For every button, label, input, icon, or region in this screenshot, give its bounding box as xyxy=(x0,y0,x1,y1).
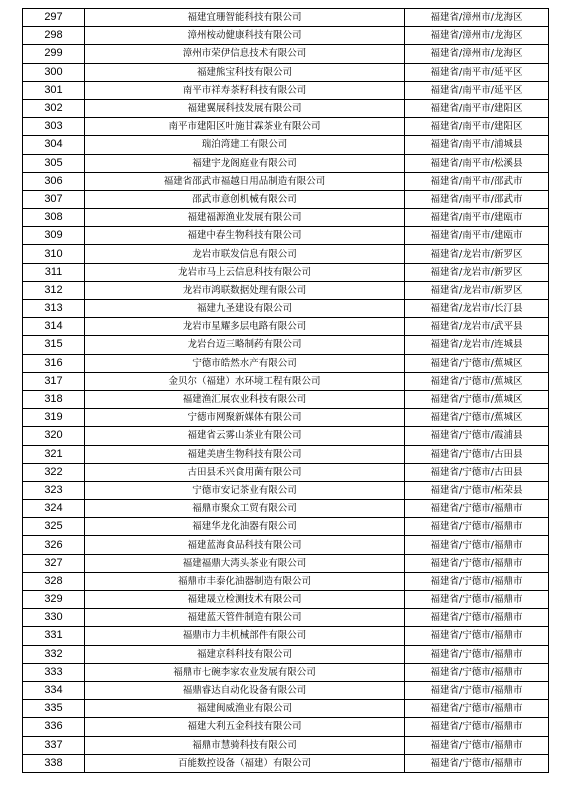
row-number: 323 xyxy=(23,481,85,499)
table-row xyxy=(23,663,549,681)
company-name: 福建九圣建设有限公司 xyxy=(85,300,405,318)
company-name: 漳州市荣伊信息技术有限公司 xyxy=(85,45,405,63)
row-number: 322 xyxy=(23,463,85,481)
row-number: 321 xyxy=(23,445,85,463)
table-row xyxy=(23,572,549,590)
table-row xyxy=(23,99,549,117)
row-number: 333 xyxy=(23,663,85,681)
company-location: 福建省/宁德市/福鼎市 xyxy=(405,681,549,699)
table-row xyxy=(23,645,549,663)
company-location: 福建省/南平市/延平区 xyxy=(405,63,549,81)
row-number: 313 xyxy=(23,300,85,318)
company-list-table-container xyxy=(22,8,548,773)
company-location: 福建省/漳州市/龙海区 xyxy=(405,27,549,45)
company-name: 宁德市安记茶业有限公司 xyxy=(85,481,405,499)
company-name: 福鼎市聚众工贸有限公司 xyxy=(85,500,405,518)
company-location: 福建省/宁德市/古田县 xyxy=(405,445,549,463)
table-row xyxy=(23,245,549,263)
company-name: 福建大利五金科技有限公司 xyxy=(85,718,405,736)
row-number: 297 xyxy=(23,9,85,27)
company-name: 福建宜珊智能科技有限公司 xyxy=(85,9,405,27)
company-name: 福建省云雾山茶业有限公司 xyxy=(85,427,405,445)
company-list-body xyxy=(23,9,549,773)
row-number: 310 xyxy=(23,245,85,263)
table-row xyxy=(23,45,549,63)
company-location: 福建省/宁德市/福鼎市 xyxy=(405,609,549,627)
row-number: 317 xyxy=(23,372,85,390)
table-row xyxy=(23,500,549,518)
company-location: 福建省/宁德市/福鼎市 xyxy=(405,627,549,645)
company-location: 福建省/宁德市/福鼎市 xyxy=(405,718,549,736)
row-number: 335 xyxy=(23,700,85,718)
table-row xyxy=(23,63,549,81)
row-number: 324 xyxy=(23,500,85,518)
row-number: 337 xyxy=(23,736,85,754)
table-row xyxy=(23,172,549,190)
company-name: 福建京科科技有限公司 xyxy=(85,645,405,663)
table-row xyxy=(23,627,549,645)
company-name: 福建翼展科技发展有限公司 xyxy=(85,99,405,117)
row-number: 305 xyxy=(23,154,85,172)
row-number: 330 xyxy=(23,609,85,627)
company-name: 龙岩市联发信息有限公司 xyxy=(85,245,405,263)
row-number: 331 xyxy=(23,627,85,645)
table-row xyxy=(23,154,549,172)
company-name: 宁德市皓然水产有限公司 xyxy=(85,354,405,372)
row-number: 329 xyxy=(23,591,85,609)
table-row xyxy=(23,27,549,45)
row-number: 311 xyxy=(23,263,85,281)
company-name: 百能数控设备（福建）有限公司 xyxy=(85,754,405,772)
table-row xyxy=(23,700,549,718)
table-row xyxy=(23,281,549,299)
table-row xyxy=(23,354,549,372)
row-number: 298 xyxy=(23,27,85,45)
table-row xyxy=(23,463,549,481)
company-location: 福建省/龙岩市/武平县 xyxy=(405,318,549,336)
company-name: 古田县禾兴食用菌有限公司 xyxy=(85,463,405,481)
company-location: 福建省/宁德市/蕉城区 xyxy=(405,390,549,408)
company-location: 福建省/宁德市/霞浦县 xyxy=(405,427,549,445)
company-name: 南平市祥寿茶籽科技有限公司 xyxy=(85,81,405,99)
table-row xyxy=(23,409,549,427)
company-name: 南平市建阳区叶施甘霖茶业有限公司 xyxy=(85,118,405,136)
company-name: 福建蓝天管件制造有限公司 xyxy=(85,609,405,627)
company-location: 福建省/宁德市/福鼎市 xyxy=(405,572,549,590)
table-row xyxy=(23,390,549,408)
table-row xyxy=(23,81,549,99)
row-number: 315 xyxy=(23,336,85,354)
table-row xyxy=(23,754,549,772)
company-location: 福建省/龙岩市/连城县 xyxy=(405,336,549,354)
row-number: 299 xyxy=(23,45,85,63)
company-location: 福建省/南平市/建阳区 xyxy=(405,99,549,117)
company-location: 福建省/南平市/延平区 xyxy=(405,81,549,99)
company-location: 福建省/宁德市/福鼎市 xyxy=(405,518,549,536)
company-name: 宁德市网聚新媒体有限公司 xyxy=(85,409,405,427)
company-location: 福建省/龙岩市/新罗区 xyxy=(405,263,549,281)
row-number: 326 xyxy=(23,536,85,554)
row-number: 327 xyxy=(23,554,85,572)
row-number: 312 xyxy=(23,281,85,299)
row-number: 325 xyxy=(23,518,85,536)
company-location: 福建省/宁德市/福鼎市 xyxy=(405,645,549,663)
company-location: 福建省/宁德市/福鼎市 xyxy=(405,554,549,572)
company-name: 福建闽威渔业有限公司 xyxy=(85,700,405,718)
row-number: 338 xyxy=(23,754,85,772)
company-name: 福建宇龙阁庭业有限公司 xyxy=(85,154,405,172)
company-location: 福建省/宁德市/福鼎市 xyxy=(405,700,549,718)
table-row xyxy=(23,263,549,281)
table-row xyxy=(23,481,549,499)
table-row xyxy=(23,681,549,699)
row-number: 328 xyxy=(23,572,85,590)
company-location: 福建省/南平市/松溪县 xyxy=(405,154,549,172)
table-row xyxy=(23,336,549,354)
row-number: 336 xyxy=(23,718,85,736)
company-location: 福建省/龙岩市/新罗区 xyxy=(405,281,549,299)
company-name: 福建熊宝科技有限公司 xyxy=(85,63,405,81)
row-number: 300 xyxy=(23,63,85,81)
company-name: 福建中春生物科技有限公司 xyxy=(85,227,405,245)
company-name: 福建福源渔业发展有限公司 xyxy=(85,209,405,227)
row-number: 307 xyxy=(23,190,85,208)
company-name: 邵武市意创机械有限公司 xyxy=(85,190,405,208)
company-name: 福建渔汇展农业科技有限公司 xyxy=(85,390,405,408)
table-row xyxy=(23,118,549,136)
row-number: 332 xyxy=(23,645,85,663)
company-name: 福鼎市七碗李家农业发展有限公司 xyxy=(85,663,405,681)
table-row xyxy=(23,227,549,245)
company-location: 福建省/南平市/建阳区 xyxy=(405,118,549,136)
company-name: 福建福鼎大湾头茶业有限公司 xyxy=(85,554,405,572)
company-name: 龙岩市鸿联数据处理有限公司 xyxy=(85,281,405,299)
row-number: 316 xyxy=(23,354,85,372)
company-location: 福建省/宁德市/福鼎市 xyxy=(405,736,549,754)
company-name: 福建华龙化油器有限公司 xyxy=(85,518,405,536)
table-row xyxy=(23,718,549,736)
company-location: 福建省/宁德市/蕉城区 xyxy=(405,354,549,372)
company-location: 福建省/宁德市/福鼎市 xyxy=(405,754,549,772)
table-row xyxy=(23,536,549,554)
company-location: 福建省/宁德市/柘荣县 xyxy=(405,481,549,499)
company-name: 金贝尔（福建）水环境工程有限公司 xyxy=(85,372,405,390)
row-number: 308 xyxy=(23,209,85,227)
company-location: 福建省/宁德市/福鼎市 xyxy=(405,663,549,681)
table-row xyxy=(23,609,549,627)
table-row xyxy=(23,209,549,227)
company-location: 福建省/南平市/建瓯市 xyxy=(405,209,549,227)
company-name: 瑞泊湾建工有限公司 xyxy=(85,136,405,154)
table-row xyxy=(23,554,549,572)
company-name: 福建省邵武市福越日用品制造有限公司 xyxy=(85,172,405,190)
row-number: 318 xyxy=(23,390,85,408)
row-number: 301 xyxy=(23,81,85,99)
company-name: 漳州桉动健康科技有限公司 xyxy=(85,27,405,45)
table-row xyxy=(23,736,549,754)
company-location: 福建省/龙岩市/新罗区 xyxy=(405,245,549,263)
company-location: 福建省/宁德市/蕉城区 xyxy=(405,372,549,390)
company-location: 福建省/宁德市/福鼎市 xyxy=(405,500,549,518)
table-row xyxy=(23,518,549,536)
table-row xyxy=(23,591,549,609)
company-location: 福建省/宁德市/福鼎市 xyxy=(405,591,549,609)
company-name: 龙岩市星耀多层电路有限公司 xyxy=(85,318,405,336)
company-location: 福建省/南平市/建瓯市 xyxy=(405,227,549,245)
company-location: 福建省/南平市/浦城县 xyxy=(405,136,549,154)
row-number: 304 xyxy=(23,136,85,154)
company-name: 福鼎市丰泰化油器制造有限公司 xyxy=(85,572,405,590)
company-location: 福建省/南平市/邵武市 xyxy=(405,172,549,190)
row-number: 309 xyxy=(23,227,85,245)
company-name: 福鼎睿达自动化设备有限公司 xyxy=(85,681,405,699)
row-number: 303 xyxy=(23,118,85,136)
company-list-table xyxy=(22,8,549,773)
company-name: 龙岩市马上云信息科技有限公司 xyxy=(85,263,405,281)
table-row xyxy=(23,190,549,208)
company-location: 福建省/宁德市/蕉城区 xyxy=(405,409,549,427)
company-name: 福鼎市力丰机械部件有限公司 xyxy=(85,627,405,645)
company-name: 福建美唐生物科技有限公司 xyxy=(85,445,405,463)
company-location: 福建省/龙岩市/长汀县 xyxy=(405,300,549,318)
company-name: 福鼎市慧骑科技有限公司 xyxy=(85,736,405,754)
row-number: 314 xyxy=(23,318,85,336)
row-number: 319 xyxy=(23,409,85,427)
company-name: 福建晟立检测技术有限公司 xyxy=(85,591,405,609)
company-location: 福建省/宁德市/古田县 xyxy=(405,463,549,481)
row-number: 320 xyxy=(23,427,85,445)
table-row xyxy=(23,136,549,154)
row-number: 302 xyxy=(23,99,85,117)
table-row xyxy=(23,9,549,27)
table-row xyxy=(23,300,549,318)
row-number: 306 xyxy=(23,172,85,190)
company-location: 福建省/漳州市/龙海区 xyxy=(405,45,549,63)
company-location: 福建省/漳州市/龙海区 xyxy=(405,9,549,27)
company-name: 龙岩台迈三略制药有限公司 xyxy=(85,336,405,354)
table-row xyxy=(23,372,549,390)
company-location: 福建省/宁德市/福鼎市 xyxy=(405,536,549,554)
company-location: 福建省/南平市/邵武市 xyxy=(405,190,549,208)
table-row xyxy=(23,427,549,445)
company-name: 福建蓝海食品科技有限公司 xyxy=(85,536,405,554)
row-number: 334 xyxy=(23,681,85,699)
table-row xyxy=(23,445,549,463)
table-row xyxy=(23,318,549,336)
